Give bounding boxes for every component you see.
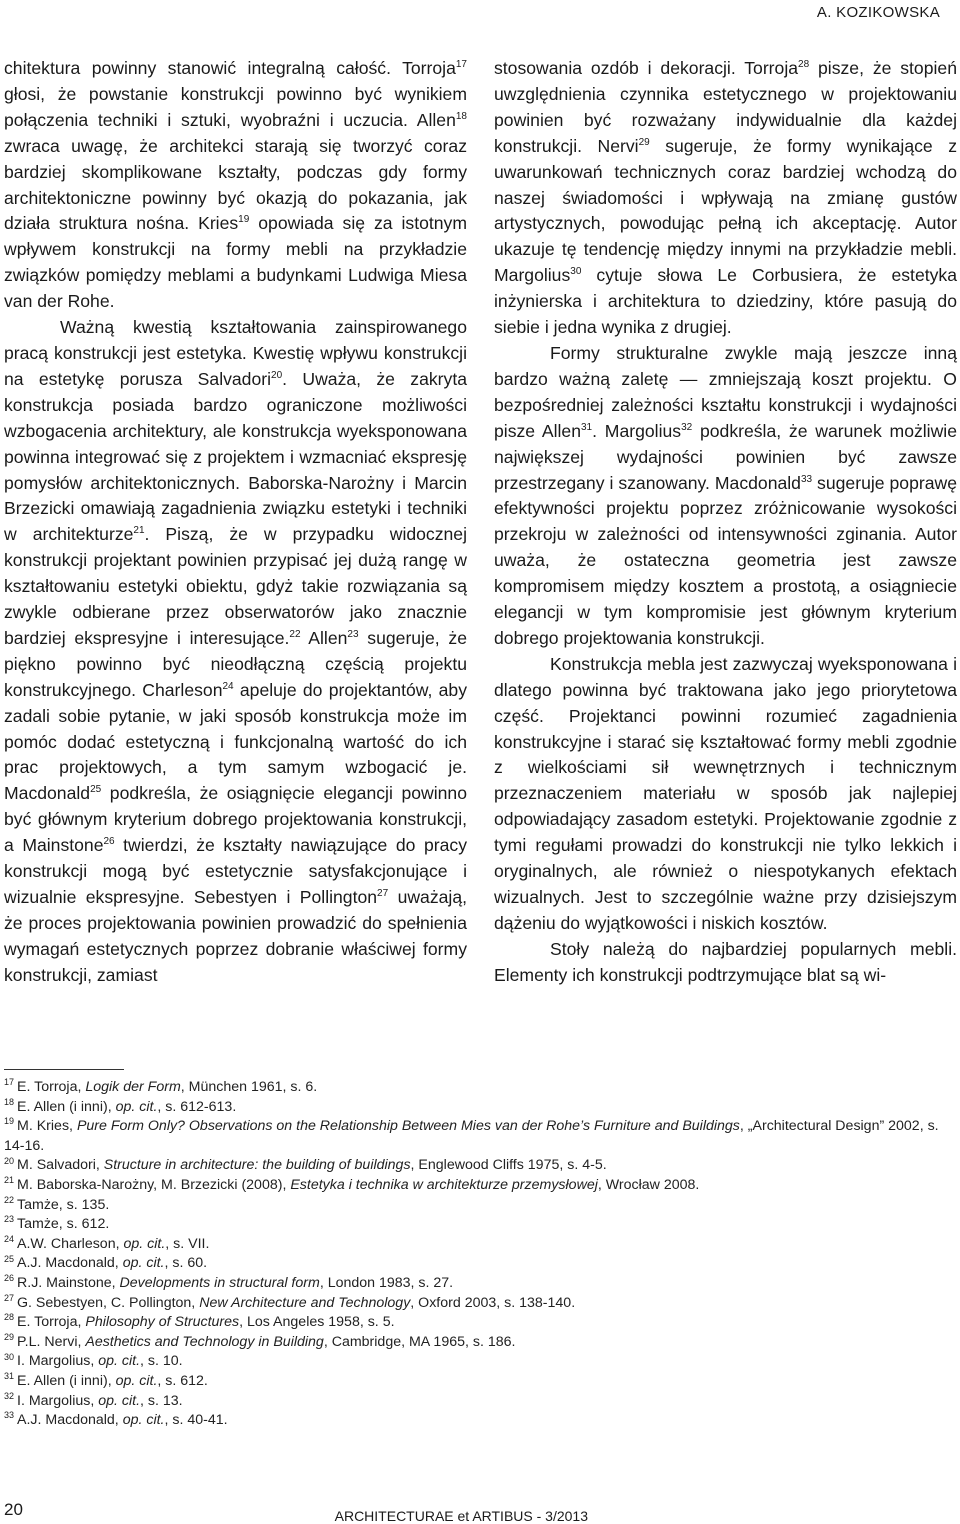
italic-title: op. cit. [115,1372,158,1389]
italic-title: Estetyka i technika w architekturze przemysłowej [290,1176,598,1193]
footnote-separator [4,1069,124,1070]
footnote: $^{21}$ M. Baborska-Narożny, M. Brzezicki (2008), Estetyka i technika w architekturze przemysłowej, Wrocław 2008. [4,1175,700,1193]
footnote-number: 19 [4,1116,15,1127]
footnote: $^{22}$ Tamże, s. 135. [4,1194,110,1213]
italic-title: Logik der Form [85,1079,181,1095]
footnote: $^{19}$ M. Kries, Pure Form Only? Observations on the Relationship Between Mies van der Rohe’s Furniture and Buildings, „Architectural Design” 2002, s. 14-16. [4,1116,939,1154]
paragraph: Konstrukcja mebla jest zazwyczaj wyeksponowana i dlatego powinna być traktowana jako jego priorytetowa część. Projektanci powinni rozumieć zagadnienia konstrukcyjne i starać się kształtować formy mebli zgodnie z wielkościami sił wewnętrznych i technicznym przeznaczeniem materiału w sposób jak najlepiej odpowiadający zasadom estetyki. Projektowanie zgodnie z tymi regułami prowadzi do konstrukcji nie tylko lekkich i oryginalnych, ale również o niespotykanych efektach wizualnych. Jest to szczególnie ważne przy dzisiejszym dążeniu do wyjątkowości i niskich kosztów. [494,653,957,933]
italic-title: Pure Form Only? Observations on the Relationship Between Mies van der Rohe’s Furniture and Buildings [76,1118,740,1135]
footnote: $^{26}$ R.J. Mainstone, Developments in structural form, London 1983, s. 27. [4,1273,454,1291]
paragraph: Ważną kwestią kształtowania zainspirowanego pracą konstrukcji jest estetyka. Kwestię wpływu konstrukcji na estetykę porusza Salvadori$^{20}$. Uważa, że zakryta konstrukcja posiada bardzo ograniczone możliwości wzbogacenia architektury, ale konstrukcja wyeksponowana powinna integrować się z projektem i wzmacniać ekspresję pomysłów architektonicznych. Baborska-Narożny i Marcin Brzezicki omawiają zagadnienia związku estetyki i techniki w architekturze$^{21}$. Piszą, że w przypadku widocznej konstrukcji projektant powinien przypisać jej dużą rangę w kształtowaniu estetyki obiektu, gdyż takie rozwiązania są zwykle odbierane przez obserwatorów jako znacznie bardziej ekspresyjne i interesujące.$^{22}$ Allen$^{23}$ sugeruje, że piękno powinno być nieodłączną częścią projektu konstrukcyjnego. Charleson$^{24}$ apeluje do projektantów, aby zadali sobie pytanie, w jaki sposób konstrukcja może im pomóc dodać estetyczną i funkcjonalną wartość do ich prac projektowych, a tym samym wzbogacić je. Macdonald$^{25}$ podkreśla, że osiągnięcie elegancji powinno być głównym kryterium dobrego projektowania konstrukcji, a Mainstone$^{26}$ twierdzi, że kształty nawiązujące do pracy konstrukcji mogą być estetycznie satysfakcjonujące i wizualnie ekspresyjne. Sebestyen i Pollington$^{27}$ uważają, że proces projektowania powinien prowadzić do spełnienia wymagań estetycznych poprzez dobranie właściwej formy konstrukcji, zamiast [4,317,468,985]
footnote: $^{23}$ Tamże, s. 612. [4,1214,110,1233]
footnotes [4,1078,960,1431]
footnote: $^{17}$ E. Torroja, Logik der Form, München 1961, s. 6. [4,1077,318,1095]
footnote-ref: 29 [638,136,650,148]
footnote-number: 33 [4,1410,15,1421]
page-number: 20 [4,1500,23,1519]
footnote-ref: 24 [222,680,234,692]
footnote: $^{32}$ I. Margolius, op. cit., s. 13. [4,1390,183,1409]
footnote: $^{18}$ E. Allen (i inni), op. cit., s. 612-613. [4,1096,237,1115]
footnote-number: 32 [4,1390,15,1401]
footnote: $^{33}$ A.J. Macdonald, op. cit., s. 40-41. [4,1410,228,1429]
footnote: $^{24}$ A.W. Charleson, op. cit., s. VII. [4,1234,210,1252]
paragraph: Stoły należą do najbardziej popularnych mebli. Elementy ich konstrukcji podtrzymujące blat są wi- [494,938,957,985]
footnote: $^{30}$ I. Margolius, op. cit., s. 10. [4,1351,183,1370]
italic-title: Philosophy of Structures [85,1314,240,1331]
footnote-ref: 18 [455,110,467,122]
paragraph: Formy strukturalne zwykle mają jeszcze inną bardzo ważną zaletę — zmniejszają koszt projektu. O bezpośredniej zależności kształtu konstrukcji i wydajności pisze Allen$^{31}$. Margolius$^{32}$ podkreśla, że warunek możliwie największej wydajności powinien być zawsze przestrzegany i szanowany. Macdonald$^{33}$ sugeruje poprawę efektywności projektu poprzez zróżnicowanie wysokości przekroju w zależności od intensywności zginania. Autor uważa, że ostateczna geometria jest zawsze kompromisem między kosztem a prostotą, a osiągniecie elegancji w tym kompromisie jest głównym kryterium dobrego projektowania konstrukcji. [494,342,957,648]
footnote-ref: 32 [681,421,693,433]
footnote-number: 23 [4,1214,15,1225]
footnote-number: 21 [4,1175,15,1186]
footnote: $^{29}$ P.L. Nervi, Aesthetics and Technology in Building, Cambridge, MA 1965, s. 186. [4,1331,516,1350]
footnote: $^{31}$ E. Allen (i inni), op. cit., s. 612. [4,1371,208,1389]
journal-footer: ARCHITECTURAE et ARTIBUS - 3/2013 [334,1508,588,1524]
italic-title: op. cit. [115,1098,158,1115]
footnote-ref: 31 [581,421,593,433]
footnote-number: 24 [4,1234,15,1245]
italic-title: op. cit. [122,1412,165,1429]
italic-title: Developments in structural form [119,1274,320,1291]
italic-title: op. cit. [123,1235,166,1252]
footnote: $^{20}$ M. Salvadori, Structure in architecture: the building of buildings, Englewood Cliffs 1975, s. 4-5. [4,1155,607,1174]
body-column-left [4,56,467,989]
footnote-number: 20 [4,1155,15,1166]
footnote-ref: 28 [798,59,810,71]
footnote: $^{27}$ G. Sebestyen, C. Pollington, New Architecture and Technology, Oxford 2003, s. 138-140. [4,1292,576,1311]
italic-title: op. cit. [98,1353,141,1370]
paragraph: chitektura powinny stanowić integralną całość. Torroja$^{17}$ głosi, że powstanie konstrukcji powinno być wynikiem połączenia techniki i sztuki, wyobraźni i uczucia. Allen$^{18}$ zwraca uwagę, że architekci starają się tworzyć coraz bardziej skomplikowane kształty, podczas gdy formy architektoniczne powinny być okazją do pokazania, jak działa struktura nośna. Kries$^{19}$ opowiada się za istotnym wpływem konstrukcji na formy mebli na przykładzie związków pomiędzy meblami a budynkami Ludwiga Miesa van der Rohe. [4,58,467,312]
footnote-ref: 20 [271,370,283,382]
footnote-number: 26 [4,1273,15,1284]
italic-title: op. cit. [98,1392,141,1409]
italic-title: op. cit. [122,1255,165,1272]
italic-title: Aesthetics and Technology in Building [85,1333,324,1350]
footnote-number: 18 [4,1096,15,1107]
footnote-number: 27 [4,1292,15,1303]
footnote-ref: 30 [570,266,582,278]
footnote-ref: 21 [133,525,145,537]
footnote-number: 25 [4,1253,15,1264]
paragraph: stosowania ozdób i dekoracji. Torroja$^{28}$ pisze, że stopień uwzględnienia czynnika estetycznego w projektowaniu powinien być rozważany indywidualnie dla każdej konstrukcji. Nervi$^{29}$ sugeruje, że formy wynikające z uwarunkowań technicznych coraz bardziej wchodzą do naszej świadomości i wpływają na zmianę gustów artystycznych, powodując pełną ich akceptację. Autor ukazuje tę tendencję między innymi na przykładzie mebli. Margolius$^{30}$ cytuje słowa Le Corbusiera, że estetyka inżynierska i architektura to dziedziny, które pasują do siebie i jedna wynika z drugiej. [494,58,957,338]
footnote-ref: 26 [103,836,115,848]
footnote-ref: 33 [800,473,813,485]
body-column-right [494,56,957,989]
footnote-ref: 27 [377,888,389,900]
footnote-ref: 22 [289,629,301,641]
footnote-number: 17 [4,1077,15,1088]
footnote-number: 30 [4,1351,15,1362]
footnote-number: 31 [4,1371,15,1382]
footnote-ref: 19 [238,214,250,226]
italic-title: New Architecture and Technology [199,1294,411,1311]
running-header-author: A. KOZIKOWSKA [816,4,940,21]
footnote-ref: 25 [90,784,102,796]
footnote-ref: 23 [347,629,359,641]
footnote-number: 28 [4,1312,15,1323]
italic-title: Structure in architecture: the building of buildings [103,1157,411,1174]
footnote: $^{28}$ E. Torroja, Philosophy of Structures, Los Angeles 1958, s. 5. [4,1312,395,1331]
footnote: $^{25}$ A.J. Macdonald, op. cit., s. 60. [4,1253,208,1272]
footnote-ref: 17 [455,59,467,71]
footnote-number: 22 [4,1194,15,1205]
footnote-number: 29 [4,1331,15,1342]
